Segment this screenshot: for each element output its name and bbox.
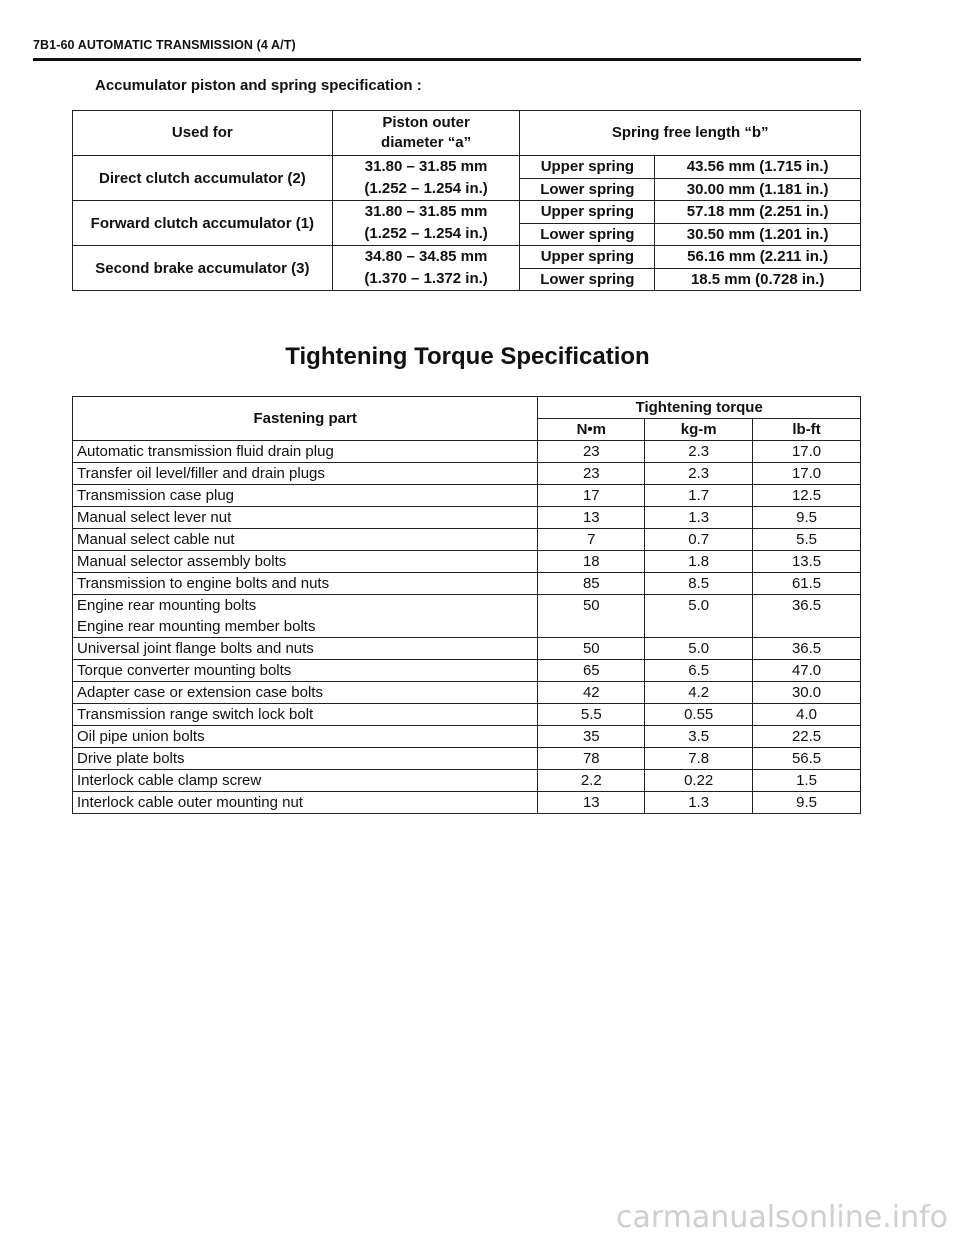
torque-kgm-cell: 5.0 [645,638,753,660]
fastening-part-cell [73,660,538,682]
fastening-part-name: Transmission to engine bolts and nuts [77,575,330,592]
torque-nm-cell: 42 [538,682,645,704]
torque-nm-cell: 50 [538,595,645,638]
diameter-mm: 31.80 – 31.85 mm [364,203,488,220]
torque-kgm-cell: 2.3 [645,463,753,485]
torque-kgm-cell: 1.3 [645,507,753,529]
upper-spring-label: Upper spring [520,246,655,269]
torque-lbft-cell: 13.5 [753,551,861,573]
tightening-torque-header: Tightening torque [538,397,861,419]
torque-lbft-cell: 9.5 [753,792,861,814]
table-row [73,485,861,507]
header-rule [33,58,861,61]
table-row [73,638,861,660]
torque-lbft-cell: 47.0 [753,660,861,682]
fastening-part-name: Torque converter mounting bolts [77,662,292,679]
table-row [73,573,861,595]
fastening-part-name: Automatic transmission fluid drain plug [77,443,334,460]
fastening-part-name: Manual select lever nut [77,509,232,526]
fastening-part-cell [73,573,538,595]
torque-nm-cell: 17 [538,485,645,507]
torque-kgm-cell: 0.22 [645,770,753,792]
upper-spring-label: Upper spring [520,156,655,179]
lower-spring-value: 30.00 mm (1.181 in.) [655,178,861,201]
lower-spring-label: Lower spring [520,268,655,291]
torque-nm-cell: 65 [538,660,645,682]
torque-lbft-cell: 12.5 [753,485,861,507]
torque-kgm-cell: 1.8 [645,551,753,573]
torque-nm-cell: 23 [538,463,645,485]
lower-spring-value: 30.50 mm (1.201 in.) [655,223,861,246]
spring-length-header: Spring free length “b” [520,111,861,156]
torque-nm-cell: 13 [538,507,645,529]
table-row [73,441,861,463]
table-row [73,748,861,770]
fastening-part-name: Oil pipe union bolts [77,728,205,745]
torque-lbft-cell: 17.0 [753,463,861,485]
fastening-part-cell [73,485,538,507]
table-row [73,726,861,748]
diameter-mm: 31.80 – 31.85 mm [364,158,488,175]
accumulator-name-cell: Forward clutch accumulator (1) [73,201,333,246]
piston-header-line1: Piston outer [382,114,470,131]
upper-spring-value: 56.16 mm (2.211 in.) [655,246,861,269]
table-row [73,682,861,704]
table-row [73,595,861,638]
piston-diameter-cell [332,201,520,246]
fastening-part-cell [73,595,538,638]
fastening-part-name: Manual selector assembly bolts [77,553,287,570]
upper-spring-value: 43.56 mm (1.715 in.) [655,156,861,179]
lower-spring-value: 18.5 mm (0.728 in.) [655,268,861,291]
torque-lbft-cell: 22.5 [753,726,861,748]
torque-spec-table [72,396,861,814]
fastening-part-cell [73,682,538,704]
torque-nm-cell: 78 [538,748,645,770]
upper-spring-label: Upper spring [520,201,655,224]
table-row [73,507,861,529]
fastening-part-cell [73,507,538,529]
fastening-part-cell [73,792,538,814]
piston-diameter-cell [332,156,520,201]
torque-nm-cell: 18 [538,551,645,573]
fastening-part-name: Engine rear mounting bolts [77,597,257,614]
diameter-mm: 34.80 – 34.85 mm [364,248,488,265]
accumulator-name-cell: Direct clutch accumulator (2) [73,156,333,201]
fastening-part-header: Fastening part [73,397,538,441]
table-row [73,704,861,726]
table-row [73,660,861,682]
torque-lbft-cell: 36.5 [753,638,861,660]
fastening-part-cell [73,551,538,573]
torque-nm-cell: 13 [538,792,645,814]
fastening-part-name: Adapter case or extension case bolts [77,684,323,701]
torque-lbft-cell: 30.0 [753,682,861,704]
torque-nm-cell: 85 [538,573,645,595]
fastening-part-name: Interlock cable clamp screw [77,772,262,789]
torque-lbft-cell: 36.5 [753,595,861,638]
torque-kgm-cell: 3.5 [645,726,753,748]
torque-lbft-cell: 61.5 [753,573,861,595]
fastening-part-name: Transmission case plug [77,487,235,504]
torque-lbft-cell: 17.0 [753,441,861,463]
diameter-in: (1.252 – 1.254 in.) [364,225,488,242]
fastening-part-name: Drive plate bolts [77,750,185,767]
torque-header-row-1 [73,397,861,419]
torque-nm-cell: 35 [538,726,645,748]
accumulator-section-label: Accumulator piston and spring specification : [95,77,422,94]
torque-kgm-cell: 7.8 [645,748,753,770]
torque-kgm-cell: 5.0 [645,595,753,638]
torque-lbft-cell: 56.5 [753,748,861,770]
used-for-header: Used for [73,111,333,156]
fastening-part-cell [73,748,538,770]
torque-kgm-cell: 1.7 [645,485,753,507]
lower-spring-label: Lower spring [520,223,655,246]
fastening-part-cell [73,726,538,748]
fastening-part-name: Transfer oil level/filler and drain plugs [77,465,325,482]
table-row [73,792,861,814]
torque-kgm-cell: 8.5 [645,573,753,595]
piston-header-line2: diameter “a” [381,134,472,151]
torque-kgm-cell: 0.55 [645,704,753,726]
fastening-part-cell [73,704,538,726]
fastening-part-name-2: Engine rear mounting member bolts [77,618,316,635]
fastening-part-cell [73,529,538,551]
torque-lbft-cell: 5.5 [753,529,861,551]
torque-nm-cell: 23 [538,441,645,463]
torque-lbft-cell: 9.5 [753,507,861,529]
accumulator-row [73,246,861,269]
torque-nm-cell: 5.5 [538,704,645,726]
accumulator-spec-table [72,110,861,291]
accumulator-header-row [73,111,861,156]
torque-nm-cell: 2.2 [538,770,645,792]
torque-nm-cell: 7 [538,529,645,551]
diameter-in: (1.370 – 1.372 in.) [364,270,488,287]
fastening-part-name: Universal joint flange bolts and nuts [77,640,314,657]
torque-lbft-cell: 4.0 [753,704,861,726]
fastening-part-cell [73,441,538,463]
diameter-in: (1.252 – 1.254 in.) [364,180,488,197]
piston-diameter-cell [332,246,520,291]
fastening-part-cell [73,770,538,792]
table-row [73,529,861,551]
torque-kgm-cell: 1.3 [645,792,753,814]
fastening-part-cell [73,463,538,485]
torque-kgm-cell: 0.7 [645,529,753,551]
table-row [73,551,861,573]
table-row [73,463,861,485]
watermark-text: carmanualsonline.info [616,1200,948,1235]
accumulator-row [73,201,861,224]
fastening-part-name: Manual select cable nut [77,531,235,548]
torque-lbft-cell: 1.5 [753,770,861,792]
piston-diameter-header [332,111,520,156]
lbft-unit-header: lb-ft [753,419,861,441]
fastening-part-name: Transmission range switch lock bolt [77,706,314,723]
table-row [73,770,861,792]
torque-kgm-cell: 2.3 [645,441,753,463]
lower-spring-label: Lower spring [520,178,655,201]
fastening-part-cell [73,638,538,660]
accumulator-row [73,156,861,179]
torque-nm-cell: 50 [538,638,645,660]
nm-unit-header: N•m [538,419,645,441]
accumulator-name-cell: Second brake accumulator (3) [73,246,333,291]
upper-spring-value: 57.18 mm (2.251 in.) [655,201,861,224]
page-header-title: 7B1-60 AUTOMATIC TRANSMISSION (4 A/T) [33,38,296,52]
fastening-part-name: Interlock cable outer mounting nut [77,794,303,811]
torque-section-title: Tightening Torque Specification [285,343,650,370]
kgm-unit-header: kg-m [645,419,753,441]
torque-kgm-cell: 4.2 [645,682,753,704]
torque-kgm-cell: 6.5 [645,660,753,682]
